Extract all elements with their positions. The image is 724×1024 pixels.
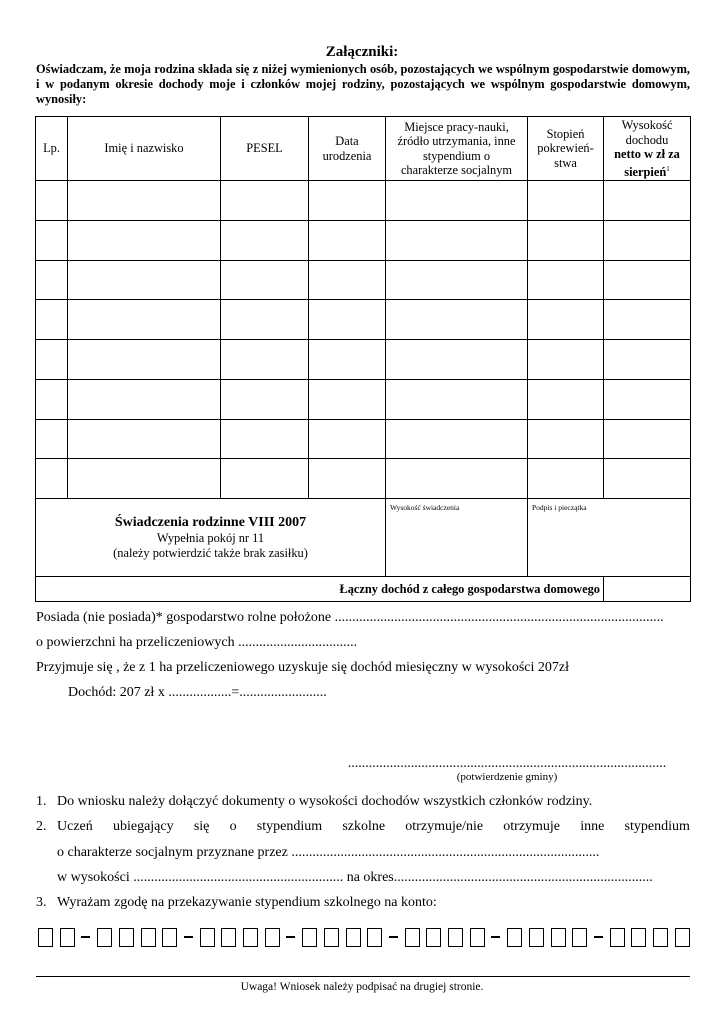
page-title: Załączniki:: [325, 44, 399, 60]
cell-pesel[interactable]: [221, 379, 309, 419]
cell-lp[interactable]: [36, 459, 68, 499]
footer-divider: [36, 976, 690, 977]
account-digit-box[interactable]: [302, 928, 317, 947]
cell-income[interactable]: [604, 340, 691, 380]
cell-income[interactable]: [604, 459, 691, 499]
total-income-label: Łączny dochód z całego gospodarstwa domowego: [36, 577, 604, 602]
household-income-table: [35, 116, 691, 602]
cell-dob[interactable]: [309, 379, 386, 419]
bank-account-boxes: [38, 923, 690, 951]
cell-lp[interactable]: [36, 300, 68, 340]
cell-pesel[interactable]: [221, 181, 309, 221]
note-2-word: szkolne: [342, 819, 386, 834]
account-digit-box[interactable]: [162, 928, 177, 947]
cell-name[interactable]: [68, 459, 221, 499]
col-header-relation: [528, 117, 604, 181]
account-separator: [491, 936, 500, 938]
note-2-word: otrzymuje/nie: [405, 819, 484, 834]
cell-income[interactable]: [604, 260, 691, 300]
note-2-word: ubiegający: [112, 819, 174, 834]
col-header-dob-l1: Data: [335, 134, 359, 148]
col-header-income-l4: sierpień: [624, 164, 667, 179]
col-header-income: [604, 117, 691, 181]
family-benefits-label: [36, 499, 386, 577]
account-digit-box[interactable]: [426, 928, 441, 947]
account-digit-box[interactable]: [243, 928, 258, 947]
total-income-field[interactable]: [604, 577, 691, 602]
col-header-name: Imię i nazwisko: [68, 117, 221, 181]
note-2-number: 2.: [36, 819, 47, 834]
cell-income[interactable]: [604, 379, 691, 419]
cell-lp[interactable]: [36, 260, 68, 300]
col-header-workplace-l2: źródło utrzymania, inne: [397, 134, 516, 148]
account-digit-box[interactable]: [265, 928, 280, 947]
note-2-word: się: [193, 819, 210, 834]
col-header-relation-l1: Stopień: [546, 126, 585, 141]
account-digit-box[interactable]: [367, 928, 382, 947]
note-1-number: 1.: [36, 794, 47, 809]
cell-workplace[interactable]: [386, 300, 528, 340]
cell-pesel[interactable]: [221, 300, 309, 340]
account-digit-box[interactable]: [324, 928, 339, 947]
cell-name[interactable]: [68, 181, 221, 221]
cell-lp[interactable]: [36, 220, 68, 260]
account-separator: [184, 936, 193, 938]
account-digit-box[interactable]: [529, 928, 544, 947]
note-2-line-2: o charakterze socjalnym przyznane przez ........................................................................................: [57, 845, 600, 860]
family-benefits-title: Świadczenia rodzinne VIII 2007: [114, 515, 307, 530]
cell-lp[interactable]: [36, 181, 68, 221]
table-row: [36, 181, 691, 221]
col-header-income-l3: netto w zł za: [614, 147, 680, 161]
benefit-amount-caption: Wysokość świadczenia: [390, 503, 460, 512]
cell-dob[interactable]: [309, 340, 386, 380]
account-digit-box[interactable]: [405, 928, 420, 947]
cell-pesel[interactable]: [221, 220, 309, 260]
note-1-text: Do wniosku należy dołączyć dokumenty o wysokości dochodów wszystkich członków rodziny.: [57, 794, 593, 809]
note-2-word: inne: [580, 819, 605, 834]
account-digit-box[interactable]: [551, 928, 566, 947]
col-header-workplace-l3: stypendium o: [422, 148, 491, 163]
cell-dob[interactable]: [309, 419, 386, 459]
note-3-text: Wyrażam zgodę na przekazywanie stypendium szkolnego na konto:: [57, 895, 437, 910]
cell-name[interactable]: [68, 419, 221, 459]
cell-workplace[interactable]: [386, 260, 528, 300]
cell-name[interactable]: [68, 340, 221, 380]
account-digit-box[interactable]: [200, 928, 215, 947]
account-digit-box[interactable]: [97, 928, 112, 947]
cell-relation[interactable]: [528, 220, 604, 260]
account-digit-box[interactable]: [675, 928, 690, 947]
account-digit-box[interactable]: [221, 928, 236, 947]
cell-income[interactable]: [604, 419, 691, 459]
cell-income[interactable]: [604, 220, 691, 260]
cell-pesel[interactable]: [221, 260, 309, 300]
note-2-word: otrzymuje: [503, 819, 561, 834]
cell-name[interactable]: [68, 300, 221, 340]
cell-workplace[interactable]: [386, 419, 528, 459]
account-digit-box[interactable]: [610, 928, 625, 947]
cell-workplace[interactable]: [386, 220, 528, 260]
cell-dob[interactable]: [309, 459, 386, 499]
col-header-income-l1: Wysokość: [621, 118, 673, 132]
footnote-marker: 1: [666, 164, 670, 173]
cell-income[interactable]: [604, 300, 691, 340]
cell-relation[interactable]: [528, 379, 604, 419]
col-header-dob-l2: urodzenia: [322, 148, 372, 163]
note-2-word: stypendium: [256, 819, 323, 834]
cell-workplace[interactable]: [386, 459, 528, 499]
account-digit-box[interactable]: [119, 928, 134, 947]
table-row: [36, 459, 691, 499]
family-benefits-row: [36, 499, 691, 577]
account-digit-box[interactable]: [448, 928, 463, 947]
cell-relation[interactable]: [528, 340, 604, 380]
account-separator: [81, 936, 90, 938]
cell-workplace[interactable]: [386, 379, 528, 419]
account-digit-box[interactable]: [572, 928, 587, 947]
cell-dob[interactable]: [309, 260, 386, 300]
table-row: [36, 419, 691, 459]
cell-name[interactable]: [68, 260, 221, 300]
note-2-word: o: [229, 819, 237, 834]
benefit-signature-field[interactable]: [528, 499, 691, 577]
col-header-workplace: [386, 117, 528, 181]
account-digit-box[interactable]: [141, 928, 156, 947]
family-benefits-note: (należy potwierdzić także brak zasiłku): [113, 545, 308, 560]
cell-lp[interactable]: [36, 419, 68, 459]
table-row: [36, 340, 691, 380]
cell-relation[interactable]: [528, 300, 604, 340]
note-2-line-1: [57, 819, 690, 835]
account-separator: [389, 936, 398, 938]
account-separator: [286, 936, 295, 938]
cell-relation[interactable]: [528, 181, 604, 221]
col-header-dob: [309, 117, 386, 181]
cell-relation[interactable]: [528, 419, 604, 459]
cell-pesel[interactable]: [221, 459, 309, 499]
cell-dob[interactable]: [309, 181, 386, 221]
family-benefits-room: Wypełnia pokój nr 11: [156, 531, 265, 545]
declaration-intro: Oświadczam, że moja rodzina składa się z niżej wymienionych osób, pozostających we wspólnym gospodarstwie domowym, i w podanym okresie dochody moje i członków mojej rodziny, pozostających we wspólnym gospodarstwie domowym, wynosiły:: [36, 62, 690, 106]
farm-income-calc: Dochód: 207 zł x ..................=.........................: [68, 685, 327, 700]
note-2-word: Uczeń: [57, 819, 93, 834]
total-income-row: [36, 577, 691, 602]
table-row: [36, 379, 691, 419]
cell-dob[interactable]: [309, 220, 386, 260]
cell-pesel[interactable]: [221, 340, 309, 380]
cell-lp[interactable]: [36, 340, 68, 380]
municipality-signature-line: ...........................................................................................: [347, 756, 667, 771]
municipality-signature-caption: (potwierdzenie gminy): [456, 771, 558, 783]
account-digit-box[interactable]: [60, 928, 75, 947]
col-header-workplace-l4: charakterze socjalnym: [400, 163, 513, 177]
cell-pesel[interactable]: [221, 419, 309, 459]
cell-lp[interactable]: [36, 379, 68, 419]
account-digit-box[interactable]: [346, 928, 361, 947]
account-digit-box[interactable]: [38, 928, 53, 947]
table-header-row: [36, 117, 691, 181]
account-digit-box[interactable]: [470, 928, 485, 947]
col-header-relation-l3: stwa: [554, 155, 577, 170]
account-separator: [594, 936, 603, 938]
cell-relation[interactable]: [528, 260, 604, 300]
table-row: [36, 260, 691, 300]
col-header-lp: Lp.: [36, 117, 68, 181]
account-digit-box[interactable]: [631, 928, 646, 947]
cell-workplace[interactable]: [386, 181, 528, 221]
table-row: [36, 300, 691, 340]
benefit-amount-field[interactable]: [386, 499, 528, 577]
cell-name[interactable]: [68, 220, 221, 260]
cell-name[interactable]: [68, 379, 221, 419]
benefit-signature-caption: Podpis i pieczątka: [532, 503, 587, 512]
note-3-number: 3.: [36, 895, 47, 910]
account-digit-box[interactable]: [507, 928, 522, 947]
cell-workplace[interactable]: [386, 340, 528, 380]
col-header-workplace-l1: Miejsce pracy-nauki,: [404, 119, 509, 134]
col-header-income-l2: dochodu: [625, 132, 669, 147]
note-2-word: stypendium: [624, 819, 690, 834]
farm-ownership-line: Posiada (nie posiada)* gospodarstwo rolne położone ..............................................................................................: [36, 610, 664, 625]
account-digit-box[interactable]: [653, 928, 668, 947]
farm-area-line: o powierzchni ha przeliczeniowych ..................................: [36, 635, 358, 650]
farm-income-rule: Przyjmuje się , że z 1 ha przeliczeniowego uzyskuje się dochód miesięczny w wysokości 207zł: [36, 660, 570, 675]
cell-relation[interactable]: [528, 459, 604, 499]
col-header-relation-l2: pokrewień-: [537, 141, 594, 156]
table-row: [36, 220, 691, 260]
col-header-pesel: PESEL: [221, 117, 309, 181]
cell-income[interactable]: [604, 181, 691, 221]
cell-dob[interactable]: [309, 300, 386, 340]
footer-note: Uwaga! Wniosek należy podpisać na drugiej stronie.: [240, 981, 484, 993]
note-2-line-3: w wysokości ............................................................ na okres..........................................................................: [57, 870, 653, 885]
